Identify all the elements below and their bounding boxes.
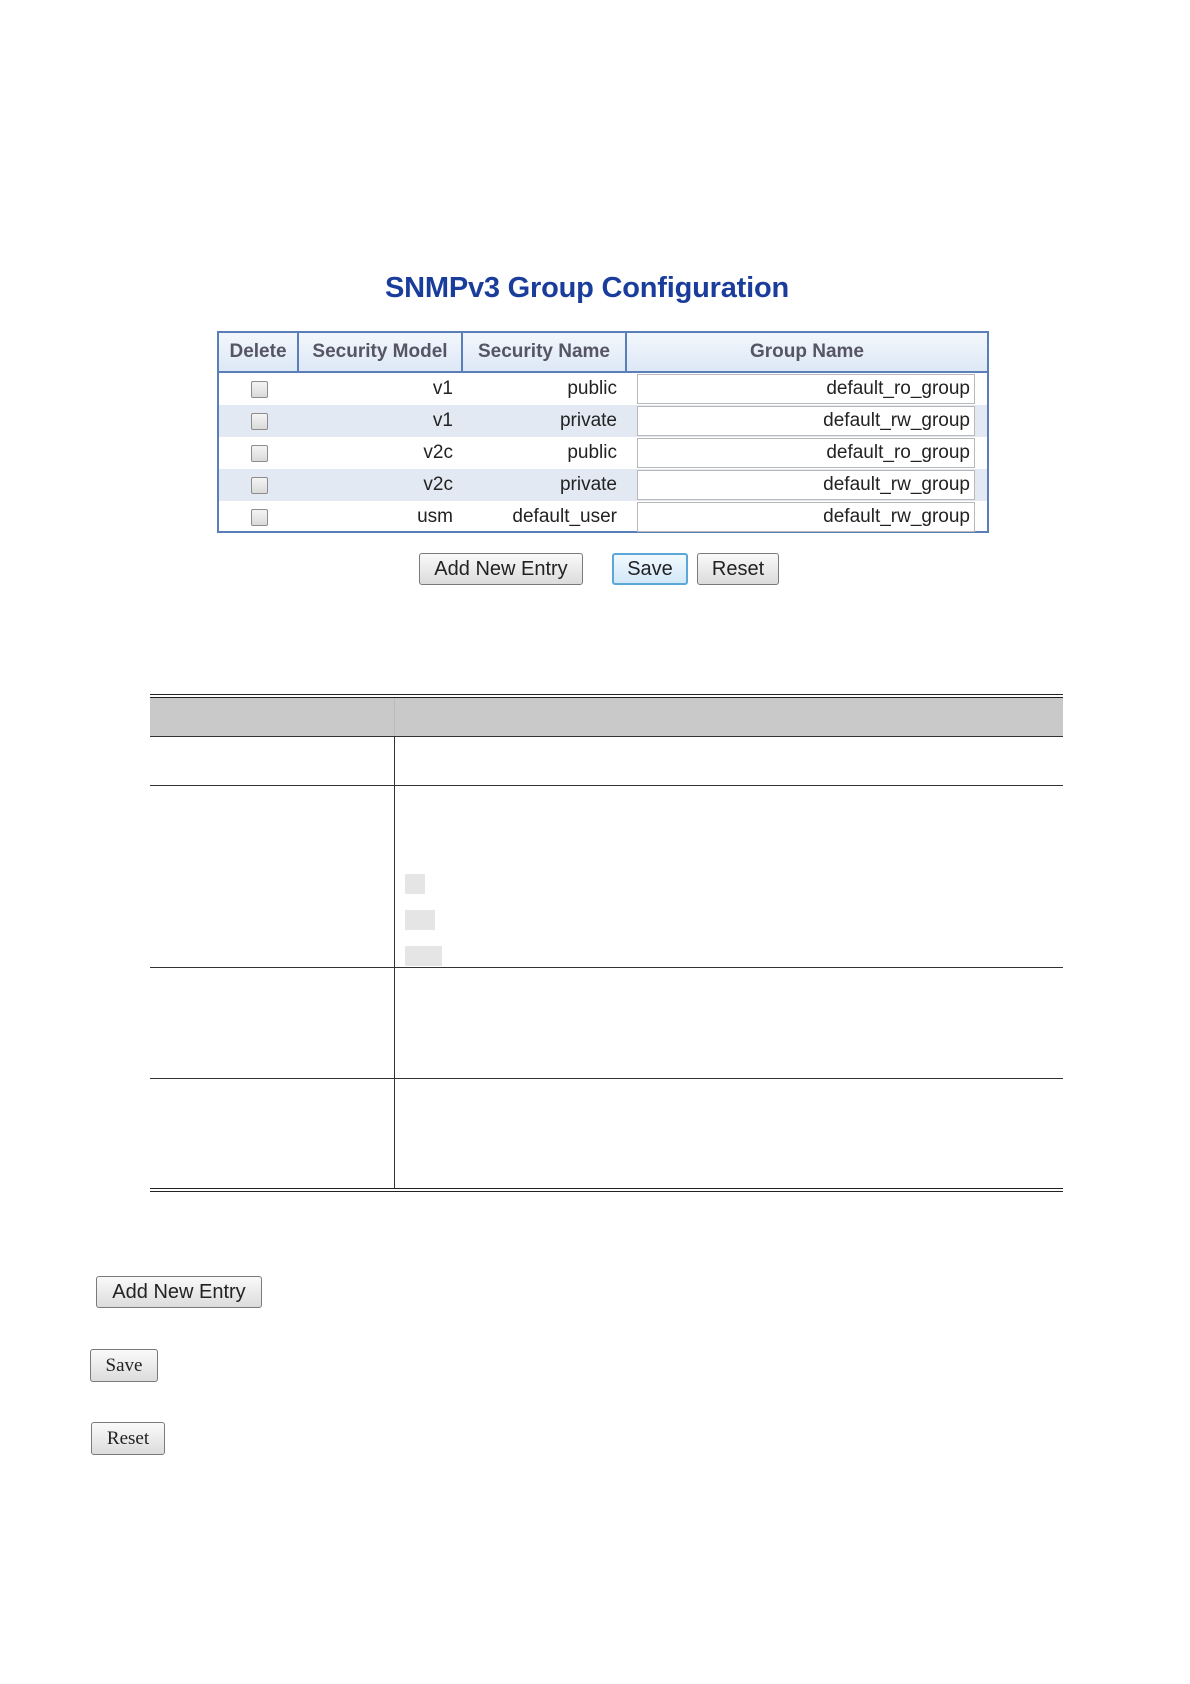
- delete-checkbox[interactable]: [251, 509, 268, 526]
- description-row: [150, 968, 1063, 1079]
- group-name-input[interactable]: [637, 406, 975, 436]
- table-row: [219, 469, 987, 501]
- description-header-description: [395, 698, 1063, 736]
- legend-save-button[interactable]: Save: [90, 1349, 158, 1382]
- table-row: [219, 405, 987, 437]
- description-header-object: [150, 698, 395, 736]
- header-security-name: Security Name: [463, 333, 627, 371]
- delete-checkbox[interactable]: [251, 477, 268, 494]
- save-button[interactable]: Save: [612, 553, 688, 585]
- header-security-model: Security Model: [299, 333, 463, 371]
- description-row: [150, 1079, 1063, 1188]
- security-model-cell: usm: [417, 506, 453, 527]
- table-row: [219, 501, 987, 533]
- description-row: [150, 786, 1063, 968]
- security-name-cell: public: [567, 442, 617, 463]
- security-model-cell: v1: [432, 410, 453, 431]
- header-group-name: Group Name: [749, 341, 865, 362]
- security-name-cell: private: [559, 474, 617, 495]
- legend-add-new-entry-button[interactable]: Add New Entry: [96, 1276, 262, 1308]
- page-title-text: SNMPv3 Group Configuration: [384, 272, 789, 304]
- security-model-cell: v1: [432, 378, 453, 399]
- delete-checkbox[interactable]: [251, 445, 268, 462]
- redacted-value: [405, 874, 425, 894]
- header-delete: Delete: [219, 333, 299, 371]
- security-name-cell: public: [567, 378, 617, 399]
- redacted-value: [405, 946, 442, 966]
- table-row: [219, 437, 987, 469]
- group-name-input[interactable]: [637, 438, 975, 468]
- legend-reset-button[interactable]: Reset: [91, 1422, 165, 1455]
- add-new-entry-button[interactable]: Add New Entry: [419, 553, 583, 585]
- group-name-input[interactable]: [637, 374, 975, 404]
- description-header-row: [150, 698, 1063, 737]
- security-model-cell: v2c: [423, 442, 453, 463]
- table-header: [219, 333, 987, 373]
- description-row: [150, 737, 1063, 786]
- reset-button[interactable]: Reset: [697, 553, 779, 585]
- security-name-cell: default_user: [512, 506, 617, 527]
- group-name-input[interactable]: [637, 470, 975, 500]
- group-name-input[interactable]: [637, 502, 975, 532]
- delete-checkbox[interactable]: [251, 413, 268, 430]
- table-row: [219, 373, 987, 405]
- security-name-cell: private: [559, 410, 617, 431]
- security-model-cell: v2c: [423, 474, 453, 495]
- delete-checkbox[interactable]: [251, 381, 268, 398]
- redacted-value: [405, 910, 435, 930]
- snmpv3-group-table: [217, 331, 989, 533]
- description-table: [150, 694, 1063, 1192]
- page-title: [0, 272, 1190, 305]
